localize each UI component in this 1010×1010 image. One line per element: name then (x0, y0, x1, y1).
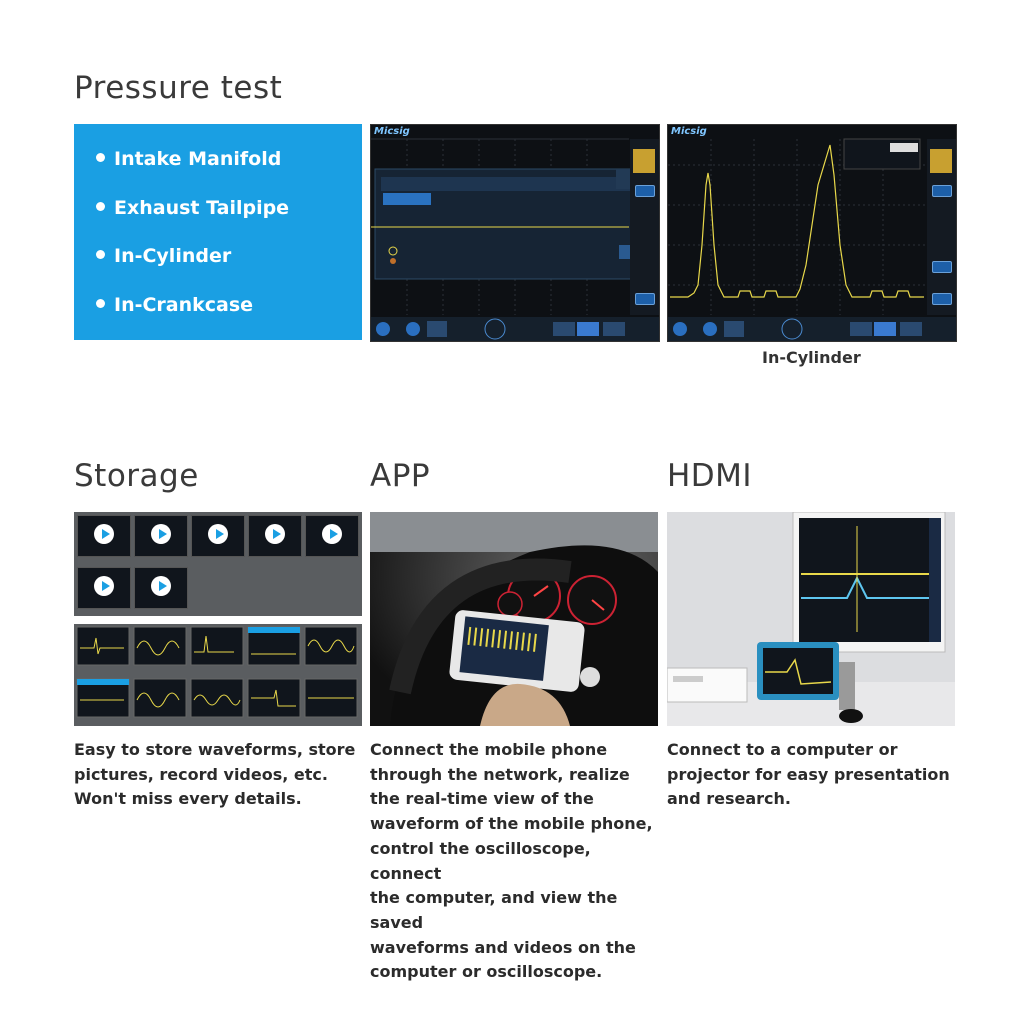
side-button (932, 185, 952, 197)
picture-thumbnails (74, 624, 362, 726)
hdmi-heading: HDMI (667, 458, 753, 494)
video-thumbnail (248, 515, 302, 557)
video-thumbnail (134, 515, 188, 557)
in-cylinder-caption: In-Cylinder (762, 348, 861, 367)
hdmi-description: Connect to a computer or projector for easy presentation and research. (667, 740, 950, 809)
app-image (370, 512, 658, 726)
play-icon (94, 524, 114, 544)
bullet-icon (96, 250, 105, 259)
bullet-icon (96, 202, 105, 211)
play-icon (208, 524, 228, 544)
car-dashboard-phone-illustration (370, 512, 658, 726)
side-button (932, 293, 952, 305)
pressure-item: Exhaust Tailpipe (96, 197, 289, 219)
bullet-icon (96, 153, 105, 162)
scope-grid (371, 125, 659, 341)
scope-bottom-bar (668, 317, 956, 341)
brand-logo: Micsig (671, 126, 707, 137)
storage-image (74, 512, 362, 726)
play-icon (151, 576, 171, 596)
side-button (932, 261, 952, 273)
play-icon (322, 524, 342, 544)
video-thumbnail (305, 515, 359, 557)
scope-pressure-menu-image (370, 124, 660, 342)
video-thumbnail (134, 567, 188, 609)
play-icon (151, 524, 171, 544)
pressure-item: In-Cylinder (96, 245, 231, 267)
side-button (635, 293, 655, 305)
bullet-icon (96, 299, 105, 308)
pressure-test-heading: Pressure test (74, 70, 283, 106)
storage-heading: Storage (74, 458, 199, 494)
scope-in-cylinder-image (667, 124, 957, 342)
scope-bottom-bar (371, 317, 659, 341)
video-thumbnail (77, 567, 131, 609)
video-thumbnail (191, 515, 245, 557)
storage-description: Easy to store waveforms, store pictures, record videos, etc. Won't miss every details. (74, 740, 356, 809)
app-heading: APP (370, 458, 431, 494)
projector-setup-illustration (667, 512, 955, 726)
video-thumbnail (77, 515, 131, 557)
pressure-items-box (74, 124, 362, 340)
side-button (635, 185, 655, 197)
app-description: Connect the mobile phone through the network, realize the real-time view of the waveform of the mobile phone, control the oscilloscope, connect the computer, and view the saved waveforms and videos on the computer or oscilloscope. (370, 740, 653, 982)
pressure-item: Intake Manifold (96, 148, 281, 170)
in-cylinder-waveform (668, 125, 956, 341)
play-icon (94, 576, 114, 596)
brand-logo: Micsig (374, 126, 410, 137)
hdmi-image (667, 512, 955, 726)
pressure-item: In-Crankcase (96, 294, 253, 316)
play-icon (265, 524, 285, 544)
